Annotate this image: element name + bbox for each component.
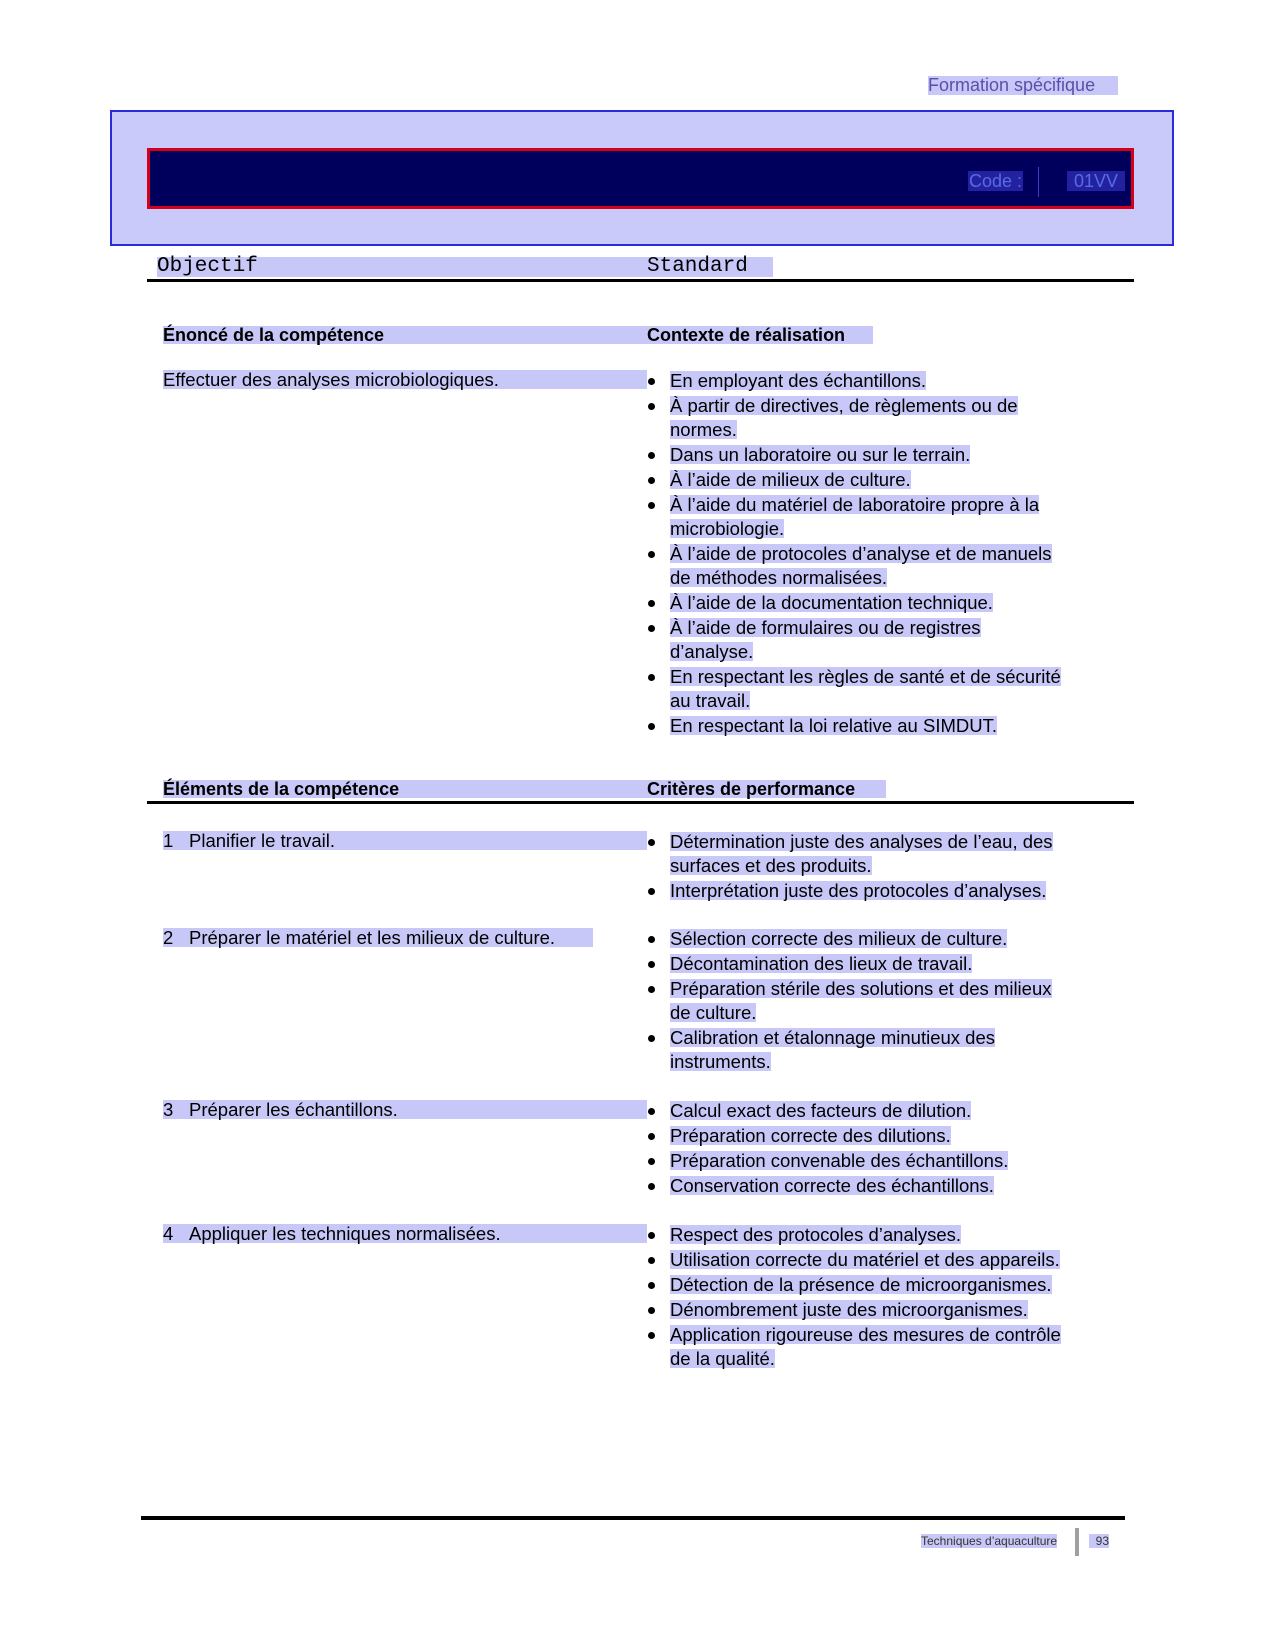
section-label: Formation spécifique	[928, 76, 1118, 95]
element-text: Préparer le matériel et les milieux de culture.	[189, 927, 556, 948]
bullet-icon	[648, 674, 655, 681]
section2-rule	[147, 801, 1134, 804]
page-number: 93	[1089, 1534, 1109, 1548]
elements-heading: Éléments de la compétence	[163, 779, 400, 799]
element-number: 4	[163, 1223, 174, 1244]
bullet-line: de méthodes normalisées.	[670, 567, 887, 588]
competence-statement-heading: Énoncé de la compétence	[163, 325, 385, 345]
bullet-line: microbiologie.	[670, 518, 785, 539]
element-number: 2	[163, 927, 174, 948]
element-number: 3	[163, 1099, 174, 1120]
bullet-icon	[648, 1183, 655, 1190]
bullet-icon	[648, 403, 655, 410]
bullet-line: de culture.	[670, 1002, 757, 1023]
bullet-line: surfaces et des produits.	[670, 855, 872, 876]
bullet-line: Conservation correcte des échantillons.	[670, 1175, 994, 1196]
context-heading: Contexte de réalisation	[647, 325, 846, 345]
bullet-line: Détection de la présence de microorganismes.	[670, 1274, 1052, 1295]
objective-title: Objectif	[157, 255, 258, 278]
competence-element	[163, 831, 647, 850]
bullet-line: Préparation correcte des dilutions.	[670, 1125, 951, 1146]
competence-element	[163, 1100, 647, 1119]
bullet-icon	[648, 986, 655, 993]
bullet-icon	[648, 1257, 655, 1264]
bullet-line: normes.	[670, 419, 737, 440]
bullet-icon	[648, 502, 655, 509]
bullet-icon	[648, 1158, 655, 1165]
bullet-line: Respect des protocoles d’analyses.	[670, 1224, 962, 1245]
bullet-line: En employant des échantillons.	[670, 370, 927, 391]
footer-rule	[141, 1516, 1125, 1520]
bullet-icon	[648, 936, 655, 943]
footer-separator	[1075, 1528, 1079, 1556]
bullet-icon	[648, 625, 655, 632]
code-bar	[147, 148, 1134, 209]
element-text: Appliquer les techniques normalisées.	[189, 1223, 501, 1244]
bullet-line: Calcul exact des facteurs de dilution.	[670, 1100, 972, 1121]
bullet-icon	[648, 888, 655, 895]
code-value: 01VV	[1067, 171, 1125, 191]
bullet-line: À l’aide de la documentation technique.	[670, 592, 993, 613]
competence-element	[163, 928, 593, 947]
code-separator	[1038, 167, 1039, 197]
bullet-line: Détermination juste des analyses de l’eau, des	[670, 831, 1053, 852]
competence-statement: Effectuer des analyses microbiologiques.	[163, 370, 647, 389]
title-rule	[147, 279, 1134, 282]
element-number: 1	[163, 830, 174, 851]
section1-headings	[163, 326, 873, 344]
bullet-line: À l’aide de formulaires ou de registres	[670, 617, 981, 638]
bullet-icon	[648, 839, 655, 846]
bullet-line: Préparation stérile des solutions et des milieux	[670, 978, 1052, 999]
criteria-heading: Critères de performance	[647, 779, 856, 799]
code-label: Code :	[968, 171, 1022, 191]
bullet-line: À l’aide de milieux de culture.	[670, 469, 911, 490]
bullet-line: En respectant la loi relative au SIMDUT.	[670, 715, 997, 736]
bullet-icon	[648, 1332, 655, 1339]
bullet-line: À l’aide du matériel de laboratoire propre à la	[670, 494, 1040, 515]
bullet-line: En respectant les règles de santé et de sécurité	[670, 666, 1061, 687]
element-text: Préparer les échantillons.	[189, 1099, 398, 1120]
bullet-line: Application rigoureuse des mesures de contrôle	[670, 1324, 1061, 1345]
competence-element	[163, 1224, 647, 1243]
bullet-icon	[648, 1108, 655, 1115]
bullet-line: Préparation convenable des échantillons.	[670, 1150, 1009, 1171]
bullet-line: À partir de directives, de règlements ou de	[670, 395, 1018, 416]
element-text: Planifier le travail.	[189, 830, 336, 851]
bullet-icon	[648, 1307, 655, 1314]
bullet-line: au travail.	[670, 690, 751, 711]
bullet-line: À l’aide de protocoles d’analyse et de manuels	[670, 543, 1052, 564]
bullet-line: Calibration et étalonnage minutieux des	[670, 1027, 995, 1048]
bullet-icon	[648, 452, 655, 459]
column-titles	[157, 257, 773, 277]
bullet-line: Décontamination des lieux de travail.	[670, 953, 973, 974]
bullet-line: Interprétation juste des protocoles d’analyses.	[670, 880, 1047, 901]
bullet-icon	[648, 378, 655, 385]
bullet-line: instruments.	[670, 1051, 771, 1072]
footer-program: Techniques d’aquaculture	[921, 1534, 1058, 1548]
bullet-line: d’analyse.	[670, 641, 754, 662]
bullet-line: Utilisation correcte du matériel et des appareils.	[670, 1249, 1060, 1270]
section2-headings	[163, 780, 886, 798]
standard-title: Standard	[647, 255, 748, 278]
bullet-line: de la qualité.	[670, 1348, 775, 1369]
bullet-icon	[648, 1282, 655, 1289]
bullet-icon	[648, 600, 655, 607]
bullet-line: Dans un laboratoire ou sur le terrain.	[670, 444, 971, 465]
bullet-icon	[648, 551, 655, 558]
bullet-icon	[648, 1232, 655, 1239]
bullet-line: Sélection correcte des milieux de culture.	[670, 928, 1008, 949]
bullet-icon	[648, 477, 655, 484]
bullet-icon	[648, 961, 655, 968]
bullet-icon	[648, 1035, 655, 1042]
bullet-icon	[648, 1133, 655, 1140]
bullet-line: Dénombrement juste des microorganismes.	[670, 1299, 1028, 1320]
bullet-icon	[648, 723, 655, 730]
